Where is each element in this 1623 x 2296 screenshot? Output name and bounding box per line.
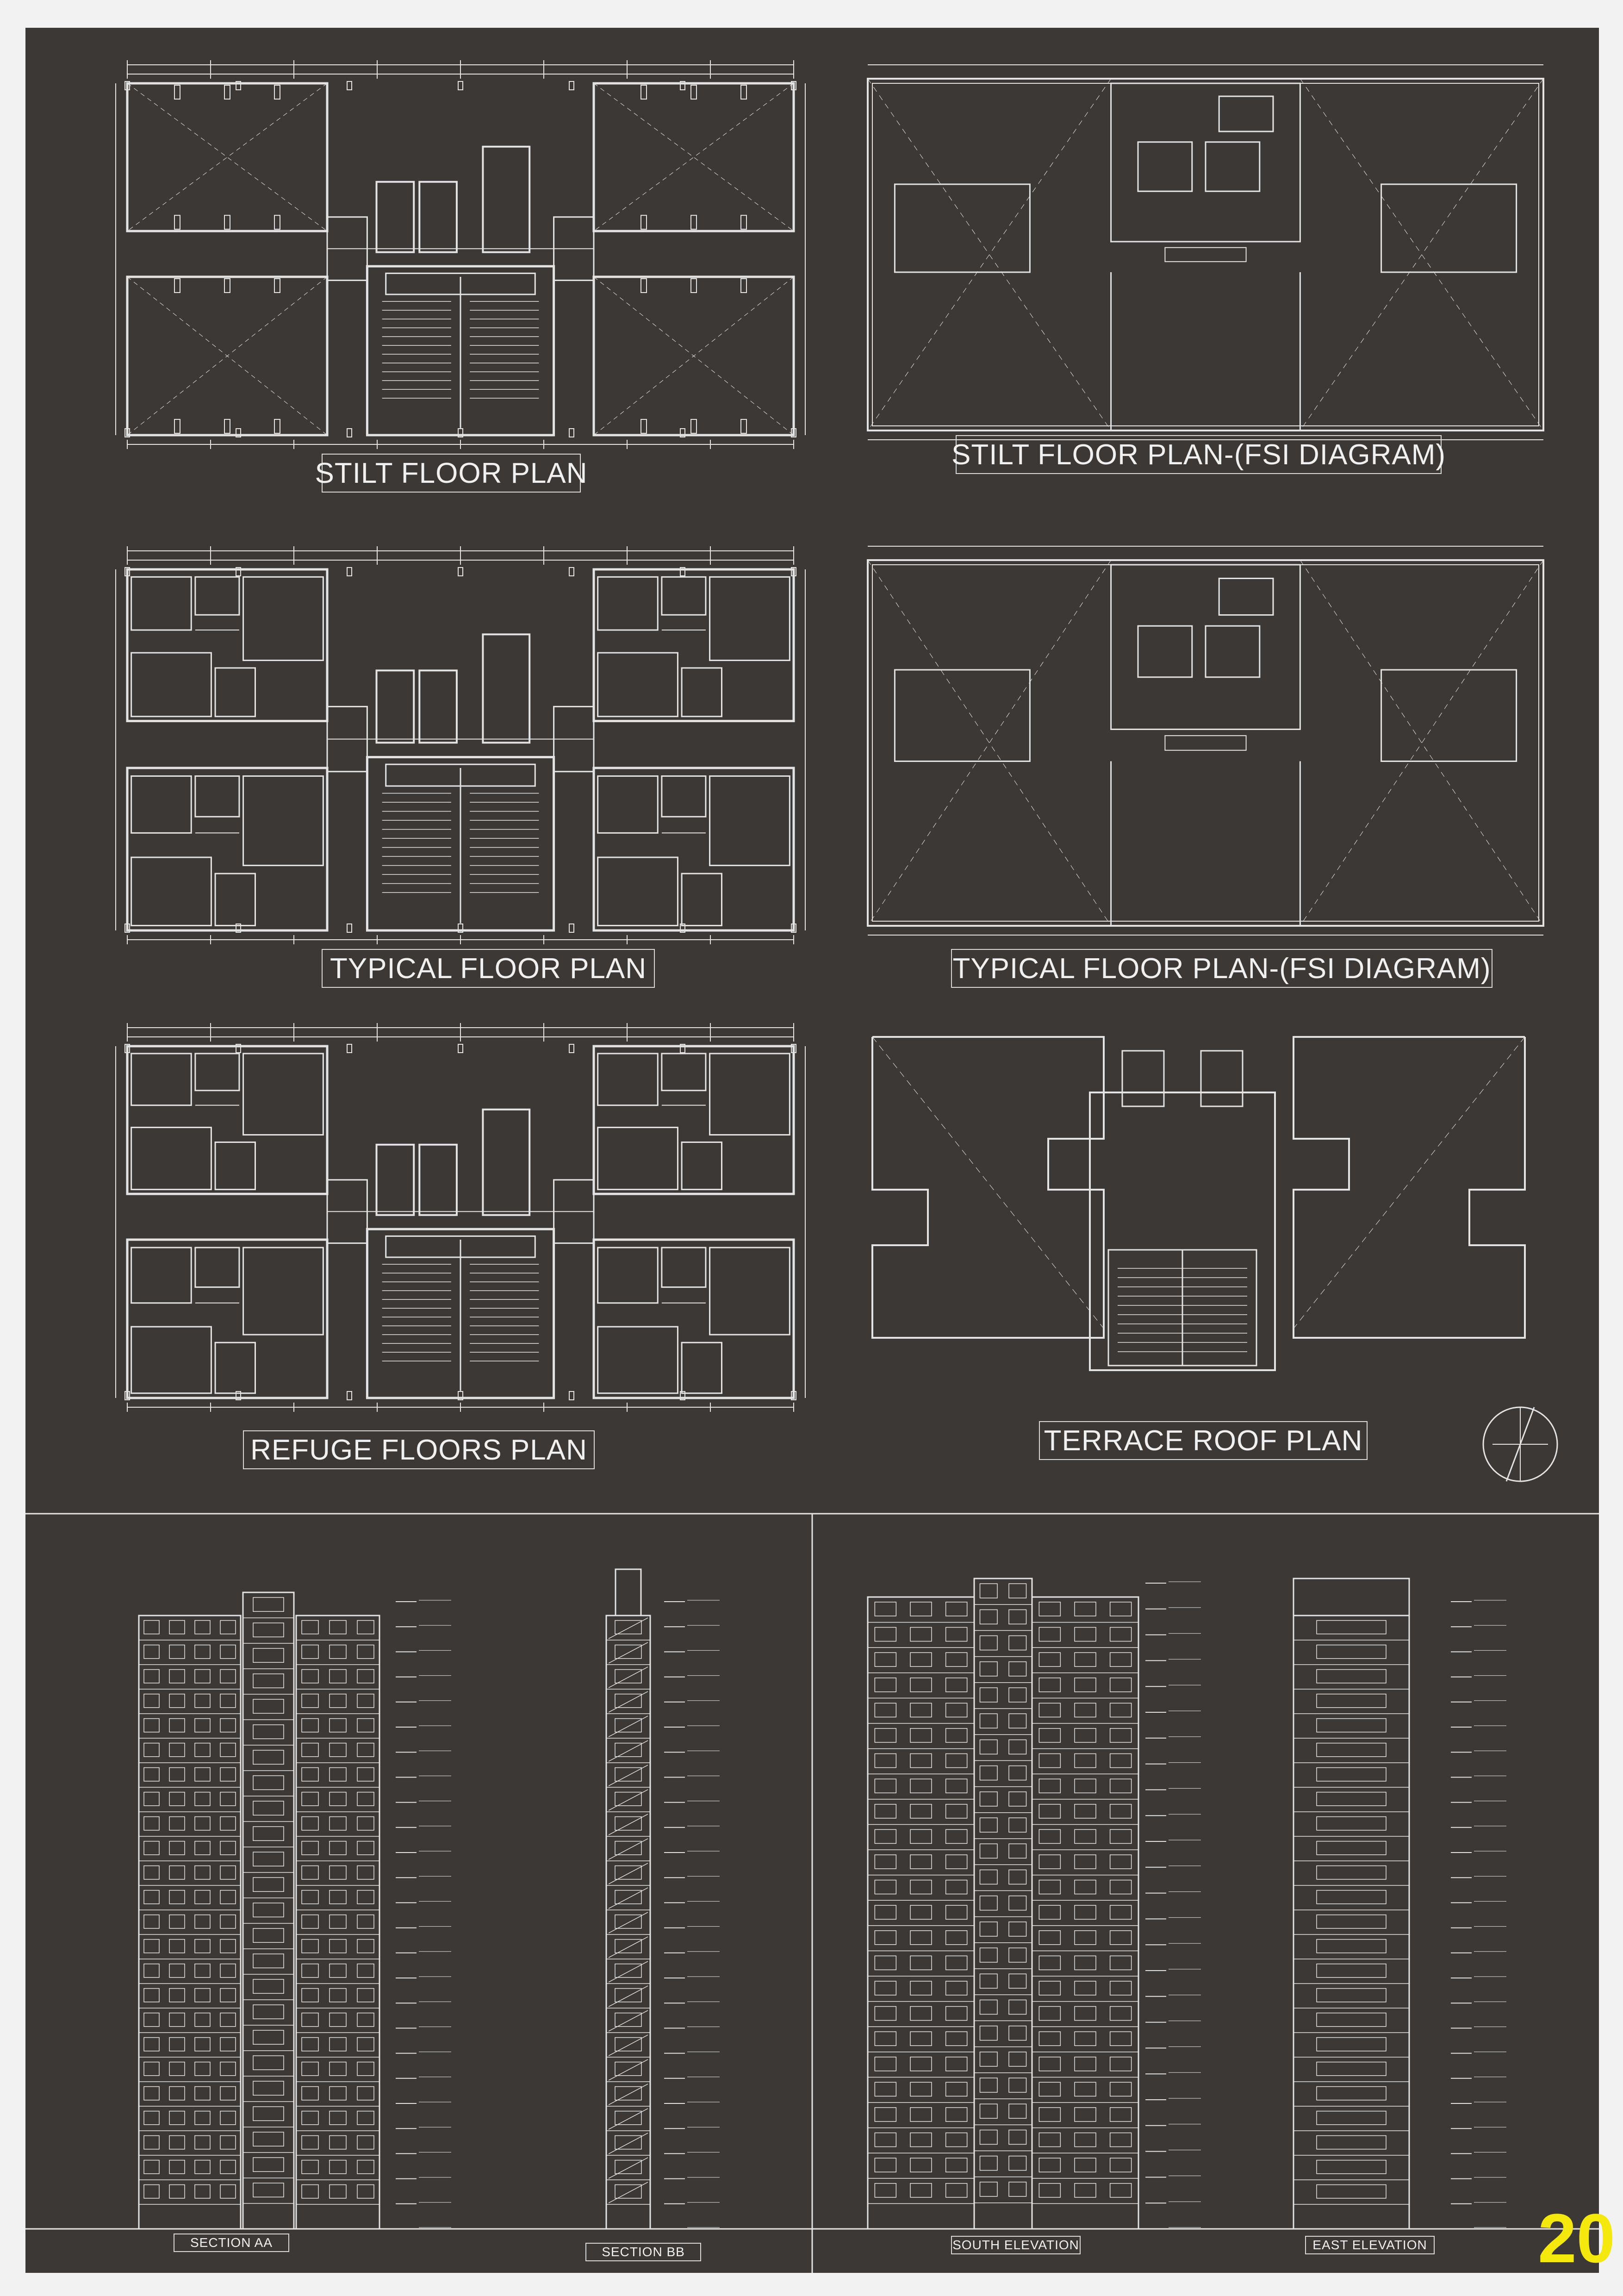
terrace-roof-plan-drawing — [872, 1037, 1525, 1370]
typical-fsi-title: TYPICAL FLOOR PLAN-(FSI DIAGRAM) — [951, 949, 1492, 988]
typical-floor-plan-drawing — [116, 546, 805, 944]
typical-fsi-diagram — [868, 546, 1543, 935]
south-elevation-right — [1032, 1597, 1138, 2229]
typical-floor-plan-title: TYPICAL FLOOR PLAN — [322, 949, 655, 988]
south-elevation-core — [974, 1578, 1032, 2229]
section-bb-label: SECTION BB — [585, 2243, 701, 2261]
east-elevation-tower — [1293, 1616, 1409, 2229]
east-elevation-label: EAST ELEVATION — [1305, 2236, 1435, 2254]
section-aa-core — [243, 1592, 294, 2229]
refuge-floors-plan-title: REFUGE FLOORS PLAN — [243, 1430, 595, 1469]
sheet-dividers — [25, 1514, 1599, 2273]
terrace-roof-plan-title: TERRACE ROOF PLAN — [1039, 1421, 1368, 1460]
north-arrow — [1483, 1407, 1557, 1481]
drawing-linework — [25, 28, 1599, 2273]
south-elevation-label: SOUTH ELEVATION — [951, 2236, 1081, 2254]
stilt-fsi-title: STILT FLOOR PLAN-(FSI DIAGRAM) — [956, 435, 1442, 474]
drawing-sheet — [25, 28, 1615, 2277]
stilt-floor-plan-drawing — [116, 60, 805, 449]
page-number: 20 — [1538, 2199, 1615, 2277]
south-elevation-left — [868, 1597, 974, 2229]
section-aa-levels — [396, 1600, 451, 2229]
stilt-floor-plan-title: STILT FLOOR PLAN — [322, 454, 581, 493]
stilt-fsi-diagram — [868, 65, 1543, 440]
section-aa-tower-right — [296, 1616, 379, 2229]
section-bb-levels — [664, 1600, 720, 2229]
section-bb-lift-overrun — [616, 1569, 641, 1616]
east-elevation-overrun — [1293, 1578, 1409, 1616]
section-bb-tower — [606, 1616, 650, 2229]
section-aa-label: SECTION AA — [174, 2234, 289, 2252]
section-aa-tower-left — [139, 1616, 241, 2229]
south-elevation-levels — [1145, 1582, 1201, 2229]
refuge-floors-plan-drawing — [116, 1023, 805, 1412]
east-elevation-levels — [1451, 1600, 1506, 2229]
